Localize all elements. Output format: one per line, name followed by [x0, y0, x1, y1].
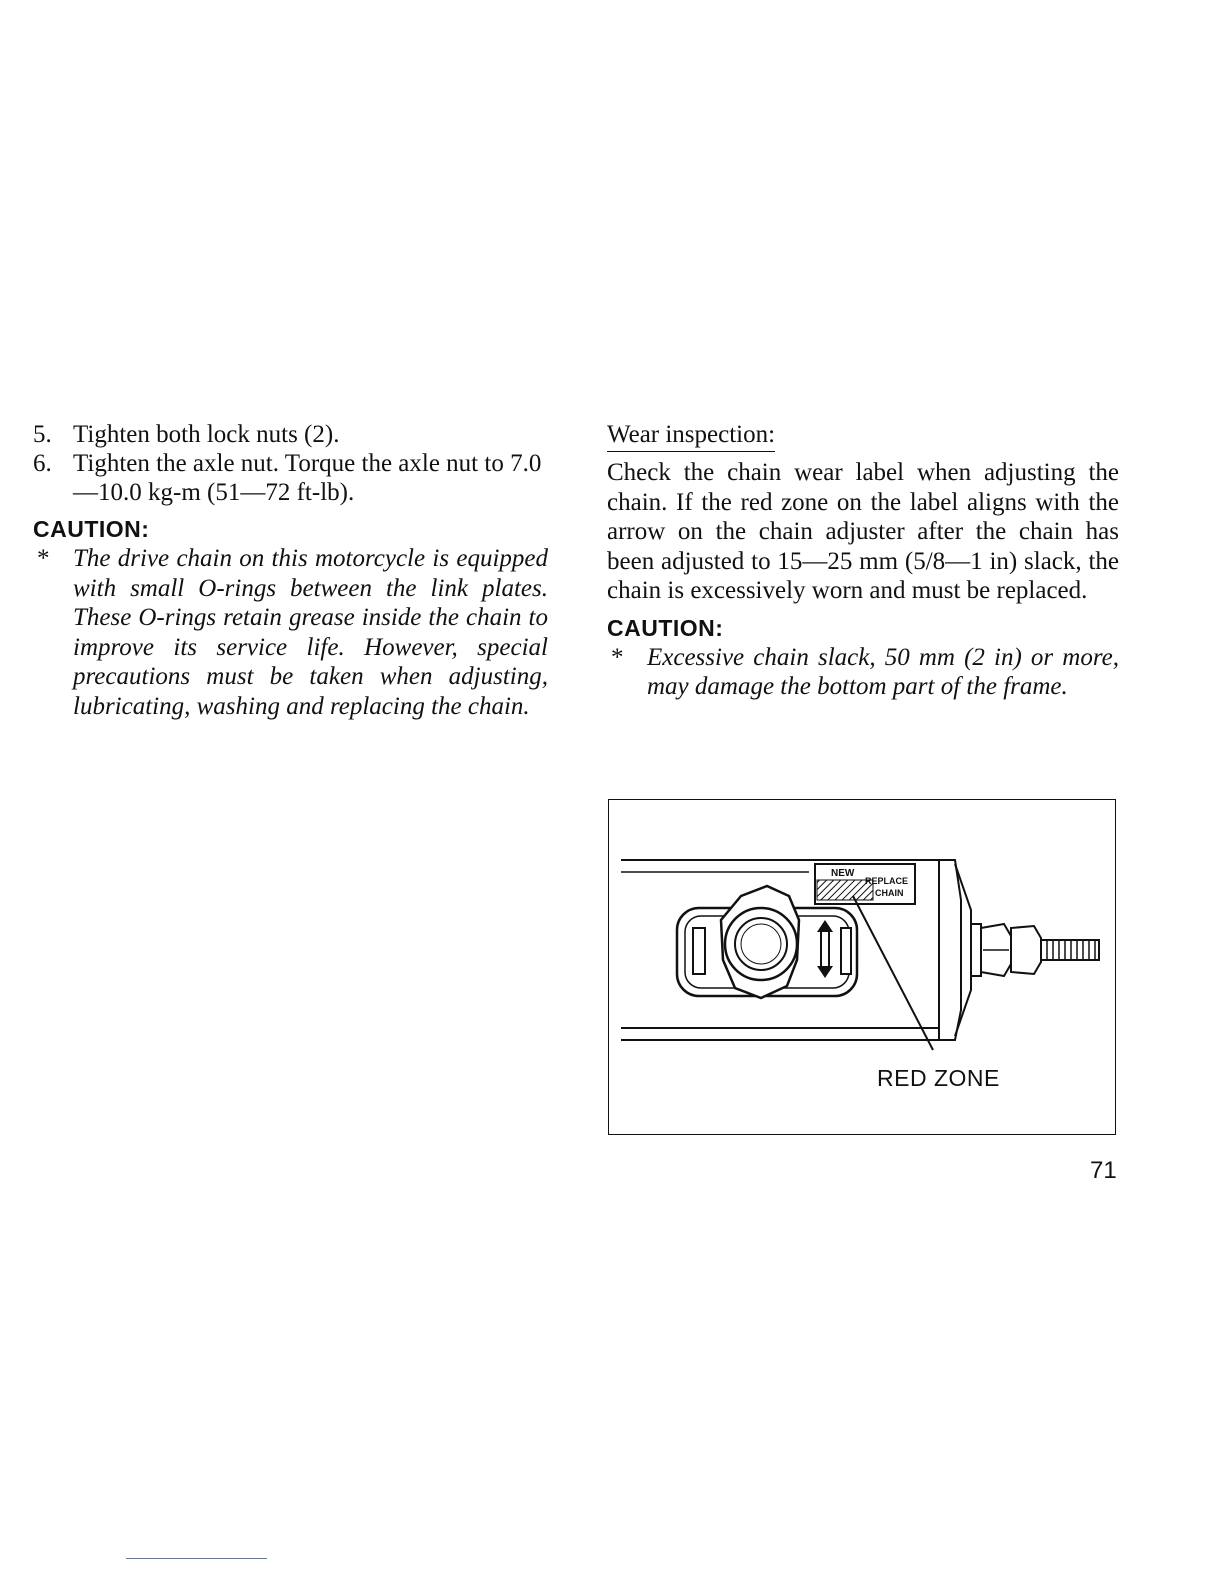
bullet-asterisk: *	[37, 545, 50, 572]
wear-inspection-paragraph: Check the chain wear label when adjusting the chain. If the red zone on the label aligns with the arrow on the chain adjuster after the chain has been adjusted to 15—25 mm (5/8—1 in) slack, the chain is excessively worn and must be replaced.	[607, 459, 1119, 604]
label-replace: REPLACE	[865, 876, 909, 886]
page-number: 71	[1090, 1157, 1117, 1184]
chain-adjuster-figure	[608, 799, 1116, 1135]
red-zone-callout: RED ZONE	[877, 1065, 1000, 1091]
caution-text: Excessive chain slack, 50 mm (2 in) or more, may damage the bottom part of the frame.	[647, 643, 1119, 700]
left-column	[33, 420, 548, 721]
caution-note	[33, 544, 548, 721]
step-number: 6.	[33, 450, 52, 477]
right-column	[607, 420, 1119, 702]
caution-heading: CAUTION:	[607, 614, 724, 641]
bullet-asterisk: *	[611, 643, 624, 671]
step-number: 5.	[33, 421, 52, 448]
bottom-rule	[126, 1558, 267, 1559]
chain-adjuster-illustration	[609, 800, 1115, 1134]
step-5	[33, 420, 548, 449]
caution-heading: CAUTION:	[33, 516, 150, 542]
step-text: Tighten both lock nuts (2).	[73, 421, 340, 448]
label-new: NEW	[831, 868, 855, 879]
step-text: Tighten the axle nut. Torque the axle nut to 7.0—10.0 kg-m (51—72 ft-lb).	[73, 450, 542, 506]
section-subheading: Wear inspection:	[607, 420, 775, 452]
caution-note	[607, 643, 1119, 702]
step-6	[33, 449, 548, 507]
label-chain: CHAIN	[875, 888, 904, 898]
caution-text: The drive chain on this motorcycle is equipped with small O-rings between the link plates. These O-rings retain grease inside the chain to improve its service life. However, special precautions must be taken when adjusting, lubricating, washing and replacing the chain.	[73, 545, 548, 720]
